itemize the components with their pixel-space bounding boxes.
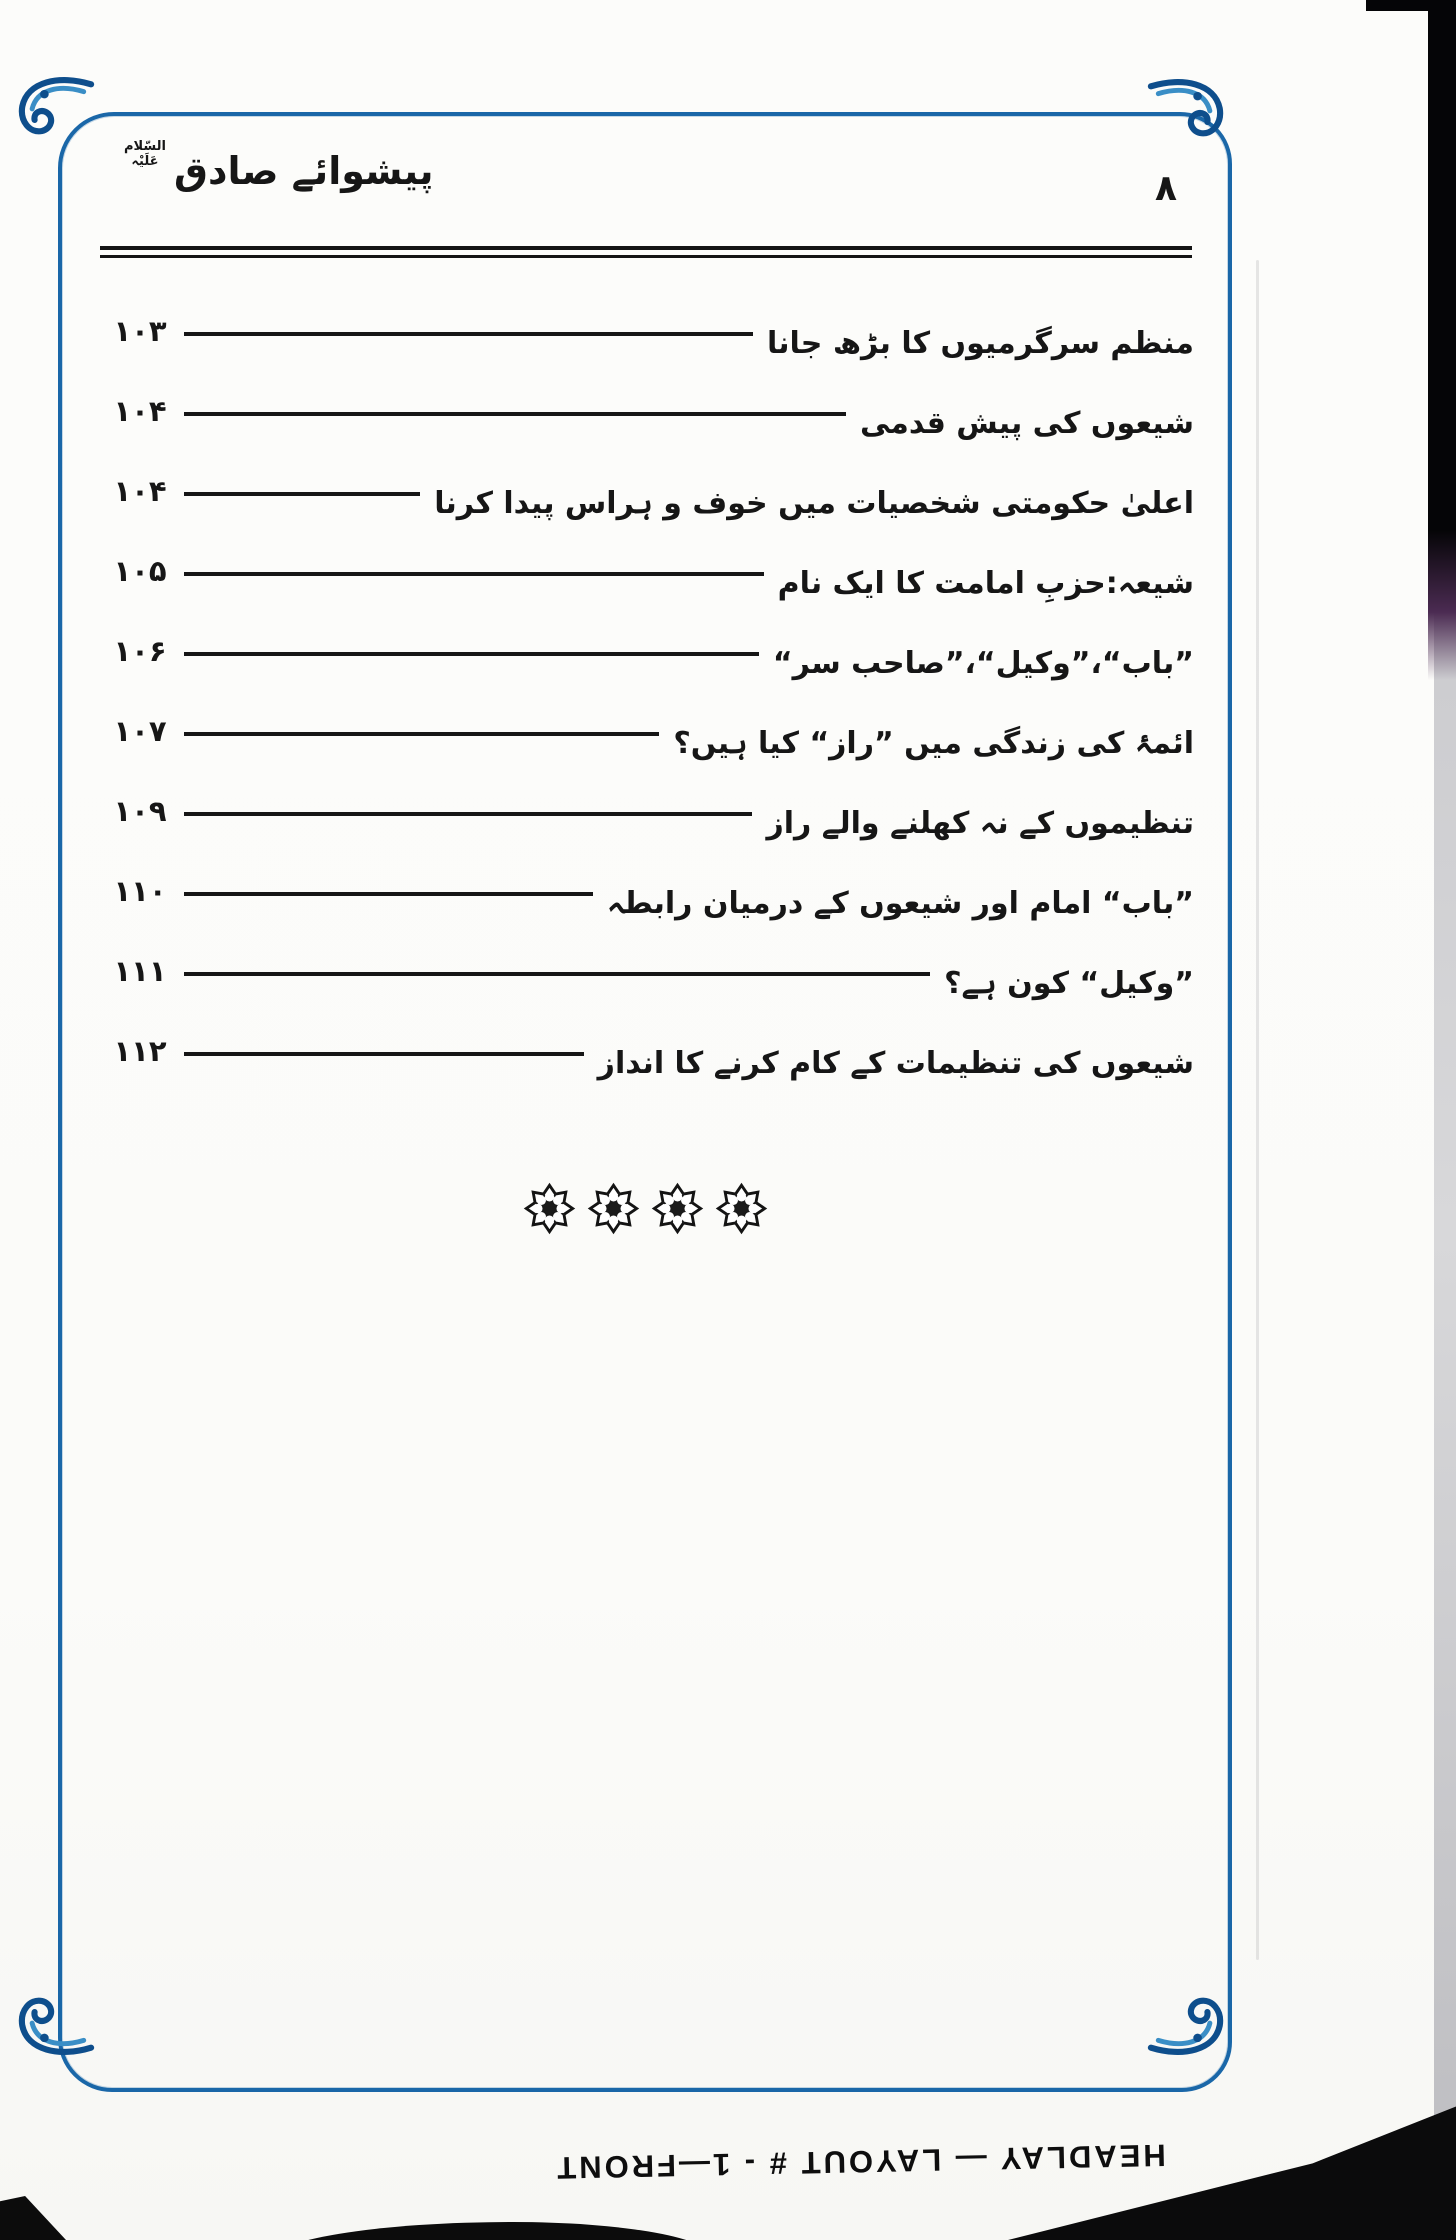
salutation-bottom: عَلَیْہ [131, 153, 159, 169]
toc-entry-title: شیعوں کی تنظیمات کے کام کرنے کا انداز [597, 1045, 1194, 1081]
toc-entry-title: اعلیٰ حکومتی شخصیات میں خوف و ہراس پیدا کرنا [434, 485, 1194, 521]
toc-leader-line [184, 972, 930, 976]
scan-shadow-blob [0, 2196, 66, 2240]
toc-entry-page: ۱۱۲ [113, 1034, 167, 1068]
toc-row [108, 837, 1194, 921]
toc-entry-title: ”باب“ امام اور شیعوں کے درمیان رابطہ [606, 885, 1194, 921]
page-gutter-shadow [1256, 260, 1259, 1960]
toc-leader-line [184, 572, 764, 576]
toc-leader-line [184, 892, 593, 896]
toc-row [108, 517, 1194, 601]
book-title-text: پیشوائے صادق [173, 149, 434, 193]
toc-entry-title: ”باب“،”وکیل“،”صاحب سر“ [772, 645, 1194, 681]
toc-entry-title: تنظیموں کے نہ کھلنے والے راز [766, 805, 1194, 841]
corner-flourish-icon [10, 72, 96, 158]
printer-registration-mark: HEADLAY — LAYOUT # - 1—FRONT [553, 2137, 1167, 2186]
toc-leader-line [184, 812, 752, 816]
toc-leader-line [184, 412, 846, 416]
toc-leader-line [184, 732, 659, 736]
toc-leader-line [184, 1052, 584, 1056]
scan-shadow-blob [268, 2222, 713, 2240]
toc-entry-title: ائمۂ کی زندگی میں ”راز“ کیا ہیں؟ [673, 725, 1194, 761]
star-rosette-icon [587, 1182, 640, 1235]
toc-leader-line [184, 332, 753, 336]
toc-entry-title: منظم سرگرمیوں کا بڑھ جانا [766, 325, 1194, 361]
toc-row [108, 997, 1194, 1081]
toc-entry-page: ۱۰۵ [113, 554, 167, 588]
toc-entry-page: ۱۰۴ [113, 394, 167, 428]
toc-leader-line [184, 652, 759, 656]
toc-row [108, 917, 1194, 1001]
toc-entry-title: شیعوں کی پیش قدمی [859, 405, 1194, 441]
scan-edge-dark-top [1366, 0, 1456, 11]
toc-entry-page: ۱۱۰ [113, 874, 167, 908]
toc-entry-page: ۱۰۳ [113, 314, 167, 348]
scan-edge-dark-strip [1428, 0, 1456, 680]
toc-row [108, 357, 1194, 441]
toc-row [108, 597, 1194, 681]
toc-row [108, 757, 1194, 841]
table-of-contents [62, 277, 1228, 1081]
star-rosette-icon [651, 1182, 704, 1235]
corner-flourish-icon [1146, 74, 1232, 160]
salutation-superscript [124, 140, 166, 170]
corner-flourish-icon [10, 1974, 96, 2060]
toc-entry-page: ۱۰۴ [113, 474, 167, 508]
toc-entry-page: ۱۰۹ [113, 794, 167, 828]
star-rosette-icon [715, 1182, 768, 1235]
toc-row [108, 437, 1194, 521]
toc-row [108, 277, 1194, 361]
toc-entry-title: ”وکیل“ کون ہے؟ [944, 965, 1194, 1001]
toc-entry-title: شیعہ:حزبِ امامت کا ایک نام [777, 565, 1194, 601]
header-double-rule [100, 246, 1192, 258]
book-title [124, 139, 434, 194]
toc-leader-line [184, 492, 420, 496]
section-end-ornaments [62, 1182, 1228, 1235]
toc-entry-page: ۱۰۷ [113, 714, 167, 748]
toc-entry-page: ۱۰۶ [113, 634, 167, 668]
toc-entry-page: ۱۱۱ [113, 954, 167, 988]
star-rosette-icon [523, 1182, 576, 1235]
page-number: ۸ [1155, 168, 1177, 209]
corner-flourish-icon [1146, 1974, 1232, 2060]
toc-row [108, 677, 1194, 761]
salutation-top: السّلام [124, 139, 166, 154]
